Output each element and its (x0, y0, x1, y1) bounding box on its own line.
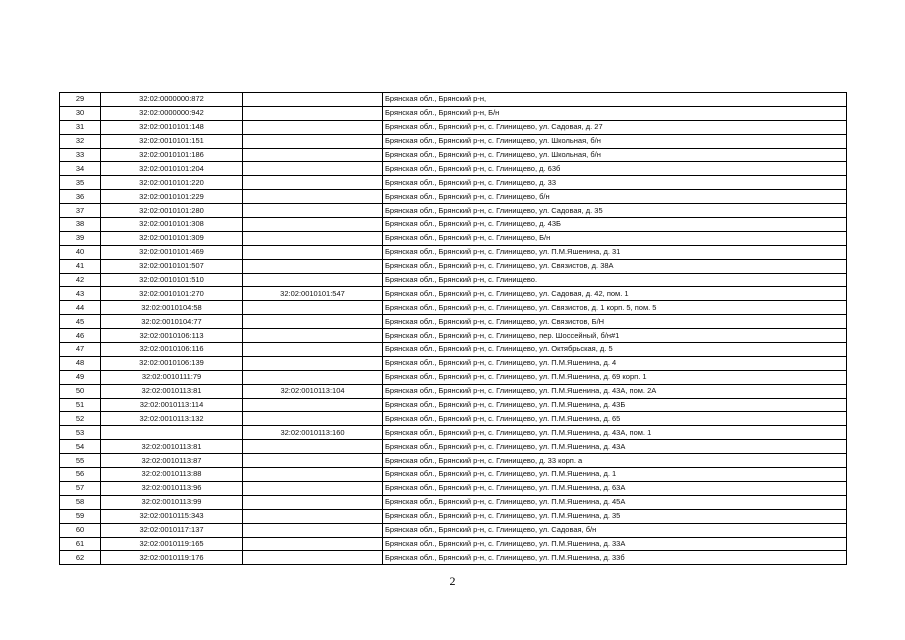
address-cell: Брянская обл., Брянский р-н, с. Глинищево, ул. Связистов, Б/Н (383, 315, 847, 329)
row-number-cell: 38 (60, 218, 101, 232)
cadastral-number-cell: 32:02:0010111:79 (101, 370, 243, 384)
address-cell: Брянская обл., Брянский р-н, с. Глинищево, ул. П.М.Яшенина, д. 35 (383, 509, 847, 523)
related-cadastral-number-cell: 32:02:0010101:547 (243, 287, 383, 301)
table-row (60, 301, 847, 315)
row-number-cell: 62 (60, 551, 101, 565)
table-row (60, 106, 847, 120)
table-row (60, 343, 847, 357)
cadastral-number-cell: 32:02:0010106:139 (101, 356, 243, 370)
table-row (60, 356, 847, 370)
address-cell: Брянская обл., Брянский р-н, с. Глинищево, ул. П.М.Яшенина, д. 1 (383, 468, 847, 482)
cadastral-number-cell: 32:02:0010101:280 (101, 204, 243, 218)
cadastral-number-cell: 32:02:0010101:309 (101, 231, 243, 245)
cadastral-number-cell: 32:02:0010101:220 (101, 176, 243, 190)
address-cell: Брянская обл., Брянский р-н, с. Глинищево, ул. Октябрьская, д. 5 (383, 343, 847, 357)
row-number-cell: 36 (60, 190, 101, 204)
table-row (60, 120, 847, 134)
cadastral-number-cell: 32:02:0010119:176 (101, 551, 243, 565)
row-number-cell: 56 (60, 468, 101, 482)
row-number-cell: 29 (60, 93, 101, 107)
address-cell: Брянская обл., Брянский р-н, с. Глинищево, ул. П.М.Яшенина, д. 43Б (383, 398, 847, 412)
related-cadastral-number-cell (243, 120, 383, 134)
row-number-cell: 30 (60, 106, 101, 120)
address-cell: Брянская обл., Брянский р-н, (383, 93, 847, 107)
address-cell: Брянская обл., Брянский р-н, с. Глинищево, ул. Школьная, б/н (383, 148, 847, 162)
table-row (60, 440, 847, 454)
table-row (60, 259, 847, 273)
cadastral-table (59, 92, 847, 565)
row-number-cell: 43 (60, 287, 101, 301)
related-cadastral-number-cell (243, 440, 383, 454)
related-cadastral-number-cell (243, 273, 383, 287)
cadastral-number-cell: 32:02:0010104:77 (101, 315, 243, 329)
table-row (60, 245, 847, 259)
address-cell: Брянская обл., Брянский р-н, с. Глинищево, ул. Садовая, д. 27 (383, 120, 847, 134)
address-cell: Брянская обл., Брянский р-н, с. Глинищево, ул. Садовая, д. 42, пом. 1 (383, 287, 847, 301)
cadastral-number-cell: 32:02:0010106:116 (101, 343, 243, 357)
related-cadastral-number-cell (243, 370, 383, 384)
related-cadastral-number-cell (243, 412, 383, 426)
related-cadastral-number-cell (243, 245, 383, 259)
cadastral-number-cell: 32:02:0010113:81 (101, 384, 243, 398)
cadastral-number-cell: 32:02:0010101:229 (101, 190, 243, 204)
address-cell: Брянская обл., Брянский р-н, с. Глинищево, б/н (383, 190, 847, 204)
related-cadastral-number-cell (243, 509, 383, 523)
table-row (60, 162, 847, 176)
address-cell: Брянская обл., Брянский р-н, с. Глинищево, д. 33 корп. а (383, 454, 847, 468)
table-row (60, 551, 847, 565)
cadastral-number-cell: 32:02:0010101:186 (101, 148, 243, 162)
table-row (60, 398, 847, 412)
address-cell: Брянская обл., Брянский р-н, с. Глинищево, ул. П.М.Яшенина, д. 65 (383, 412, 847, 426)
related-cadastral-number-cell (243, 551, 383, 565)
cadastral-number-cell: 32:02:0010101:510 (101, 273, 243, 287)
row-number-cell: 52 (60, 412, 101, 426)
table-row (60, 481, 847, 495)
address-cell: Брянская обл., Брянский р-н, с. Глинищево, ул. П.М.Яшенина, д. 45А (383, 495, 847, 509)
address-cell: Брянская обл., Брянский р-н, с. Глинищево, ул. П.М.Яшенина, д. 33А (383, 537, 847, 551)
address-cell: Брянская обл., Брянский р-н, с. Глинищево. (383, 273, 847, 287)
related-cadastral-number-cell (243, 454, 383, 468)
address-cell: Брянская обл., Брянский р-н, с. Глинищево, ул. Садовая, д. 35 (383, 204, 847, 218)
cadastral-number-cell: 32:02:0010104:58 (101, 301, 243, 315)
table-row (60, 148, 847, 162)
related-cadastral-number-cell (243, 148, 383, 162)
row-number-cell: 34 (60, 162, 101, 176)
table-row (60, 134, 847, 148)
cadastral-number-cell: 32:02:0010101:469 (101, 245, 243, 259)
related-cadastral-number-cell (243, 356, 383, 370)
related-cadastral-number-cell (243, 398, 383, 412)
table-row (60, 176, 847, 190)
row-number-cell: 55 (60, 454, 101, 468)
table-row (60, 190, 847, 204)
table-row (60, 537, 847, 551)
cadastral-number-cell: 32:02:0010106:113 (101, 329, 243, 343)
row-number-cell: 60 (60, 523, 101, 537)
table-row (60, 468, 847, 482)
table-row (60, 426, 847, 440)
table-row (60, 523, 847, 537)
cadastral-number-cell: 32:02:0010113:96 (101, 481, 243, 495)
related-cadastral-number-cell (243, 537, 383, 551)
address-cell: Брянская обл., Брянский р-н, с. Глинищево, ул. Связистов, д. 1 корп. 5, пом. 5 (383, 301, 847, 315)
table-row (60, 412, 847, 426)
address-cell: Брянская обл., Брянский р-н, Б/н (383, 106, 847, 120)
table-row (60, 273, 847, 287)
related-cadastral-number-cell (243, 106, 383, 120)
address-cell: Брянская обл., Брянский р-н, с. Глинищево, ул. П.М.Яшенина, д. 69 корп. 1 (383, 370, 847, 384)
cadastral-number-cell (101, 426, 243, 440)
address-cell: Брянская обл., Брянский р-н, с. Глинищево, ул. Школьная, б/н (383, 134, 847, 148)
cadastral-number-cell: 32:02:0010101:148 (101, 120, 243, 134)
row-number-cell: 40 (60, 245, 101, 259)
related-cadastral-number-cell (243, 329, 383, 343)
row-number-cell: 42 (60, 273, 101, 287)
related-cadastral-number-cell (243, 218, 383, 232)
related-cadastral-number-cell (243, 259, 383, 273)
row-number-cell: 35 (60, 176, 101, 190)
address-cell: Брянская обл., Брянский р-н, с. Глинищево, д. 63б (383, 162, 847, 176)
cadastral-number-cell: 32:02:0010115:343 (101, 509, 243, 523)
row-number-cell: 39 (60, 231, 101, 245)
table-row (60, 218, 847, 232)
row-number-cell: 57 (60, 481, 101, 495)
address-cell: Брянская обл., Брянский р-н, с. Глинищево, Б/н (383, 231, 847, 245)
cadastral-number-cell: 32:02:0010113:81 (101, 440, 243, 454)
row-number-cell: 53 (60, 426, 101, 440)
row-number-cell: 45 (60, 315, 101, 329)
cadastral-number-cell: 32:02:0000000:872 (101, 93, 243, 107)
row-number-cell: 44 (60, 301, 101, 315)
page-number: 2 (449, 574, 456, 588)
cadastral-number-cell: 32:02:0010113:99 (101, 495, 243, 509)
table-row (60, 93, 847, 107)
address-cell: Брянская обл., Брянский р-н, с. Глинищево, ул. П.М.Яшенина, д. 43А, пом. 1 (383, 426, 847, 440)
row-number-cell: 48 (60, 356, 101, 370)
table-body (60, 93, 847, 565)
row-number-cell: 47 (60, 343, 101, 357)
table-row (60, 384, 847, 398)
row-number-cell: 46 (60, 329, 101, 343)
related-cadastral-number-cell (243, 134, 383, 148)
table-row (60, 509, 847, 523)
row-number-cell: 54 (60, 440, 101, 454)
cadastral-number-cell: 32:02:0010101:204 (101, 162, 243, 176)
cadastral-number-cell: 32:02:0010113:88 (101, 468, 243, 482)
address-cell: Брянская обл., Брянский р-н, с. Глинищево, ул. Связистов, д. 38А (383, 259, 847, 273)
table-row (60, 287, 847, 301)
table-row (60, 315, 847, 329)
row-number-cell: 41 (60, 259, 101, 273)
address-cell: Брянская обл., Брянский р-н, с. Глинищево, ул. П.М.Яшенина, д. 63А (383, 481, 847, 495)
related-cadastral-number-cell (243, 315, 383, 329)
related-cadastral-number-cell (243, 176, 383, 190)
address-cell: Брянская обл., Брянский р-н, с. Глинищево, ул. П.М.Яшенина, д. 31 (383, 245, 847, 259)
related-cadastral-number-cell (243, 162, 383, 176)
row-number-cell: 49 (60, 370, 101, 384)
address-cell: Брянская обл., Брянский р-н, с. Глинищево, ул. П.М.Яшенина, д. 4 (383, 356, 847, 370)
row-number-cell: 58 (60, 495, 101, 509)
related-cadastral-number-cell (243, 523, 383, 537)
related-cadastral-number-cell: 32:02:0010113:160 (243, 426, 383, 440)
related-cadastral-number-cell (243, 231, 383, 245)
related-cadastral-number-cell (243, 495, 383, 509)
related-cadastral-number-cell: 32:02:0010113:104 (243, 384, 383, 398)
row-number-cell: 51 (60, 398, 101, 412)
cadastral-number-cell: 32:02:0010113:132 (101, 412, 243, 426)
cadastral-number-cell: 32:02:0010113:114 (101, 398, 243, 412)
table-row (60, 370, 847, 384)
related-cadastral-number-cell (243, 481, 383, 495)
cadastral-number-cell: 32:02:0010101:151 (101, 134, 243, 148)
table-row (60, 454, 847, 468)
cadastral-number-cell: 32:02:0010117:137 (101, 523, 243, 537)
table-row (60, 495, 847, 509)
related-cadastral-number-cell (243, 190, 383, 204)
row-number-cell: 50 (60, 384, 101, 398)
cadastral-number-cell: 32:02:0000000:942 (101, 106, 243, 120)
cadastral-number-cell: 32:02:0010101:270 (101, 287, 243, 301)
address-cell: Брянская обл., Брянский р-н, с. Глинищево, ул. П.М.Яшенина, д. 33б (383, 551, 847, 565)
address-cell: Брянская обл., Брянский р-н, с. Глинищево, ул. Садовая, б/н (383, 523, 847, 537)
cadastral-number-cell: 32:02:0010113:87 (101, 454, 243, 468)
related-cadastral-number-cell (243, 301, 383, 315)
cadastral-number-cell: 32:02:0010119:165 (101, 537, 243, 551)
row-number-cell: 33 (60, 148, 101, 162)
address-cell: Брянская обл., Брянский р-н, с. Глинищево, д. 33 (383, 176, 847, 190)
row-number-cell: 61 (60, 537, 101, 551)
related-cadastral-number-cell (243, 93, 383, 107)
address-cell: Брянская обл., Брянский р-н, с. Глинищево, ул. П.М.Яшенина, д. 43А (383, 440, 847, 454)
address-cell: Брянская обл., Брянский р-н, с. Глинищево, ул. П.М.Яшенина, д. 43А, пом. 2А (383, 384, 847, 398)
row-number-cell: 37 (60, 204, 101, 218)
cadastral-number-cell: 32:02:0010101:507 (101, 259, 243, 273)
table-row (60, 231, 847, 245)
address-cell: Брянская обл., Брянский р-н, с. Глинищево, пер. Шоссейный, б/н#1 (383, 329, 847, 343)
address-cell: Брянская обл., Брянский р-н, с. Глинищево, д. 43Б (383, 218, 847, 232)
row-number-cell: 32 (60, 134, 101, 148)
related-cadastral-number-cell (243, 468, 383, 482)
related-cadastral-number-cell (243, 343, 383, 357)
row-number-cell: 59 (60, 509, 101, 523)
row-number-cell: 31 (60, 120, 101, 134)
related-cadastral-number-cell (243, 204, 383, 218)
cadastral-number-cell: 32:02:0010101:308 (101, 218, 243, 232)
table-row (60, 204, 847, 218)
table-row (60, 329, 847, 343)
